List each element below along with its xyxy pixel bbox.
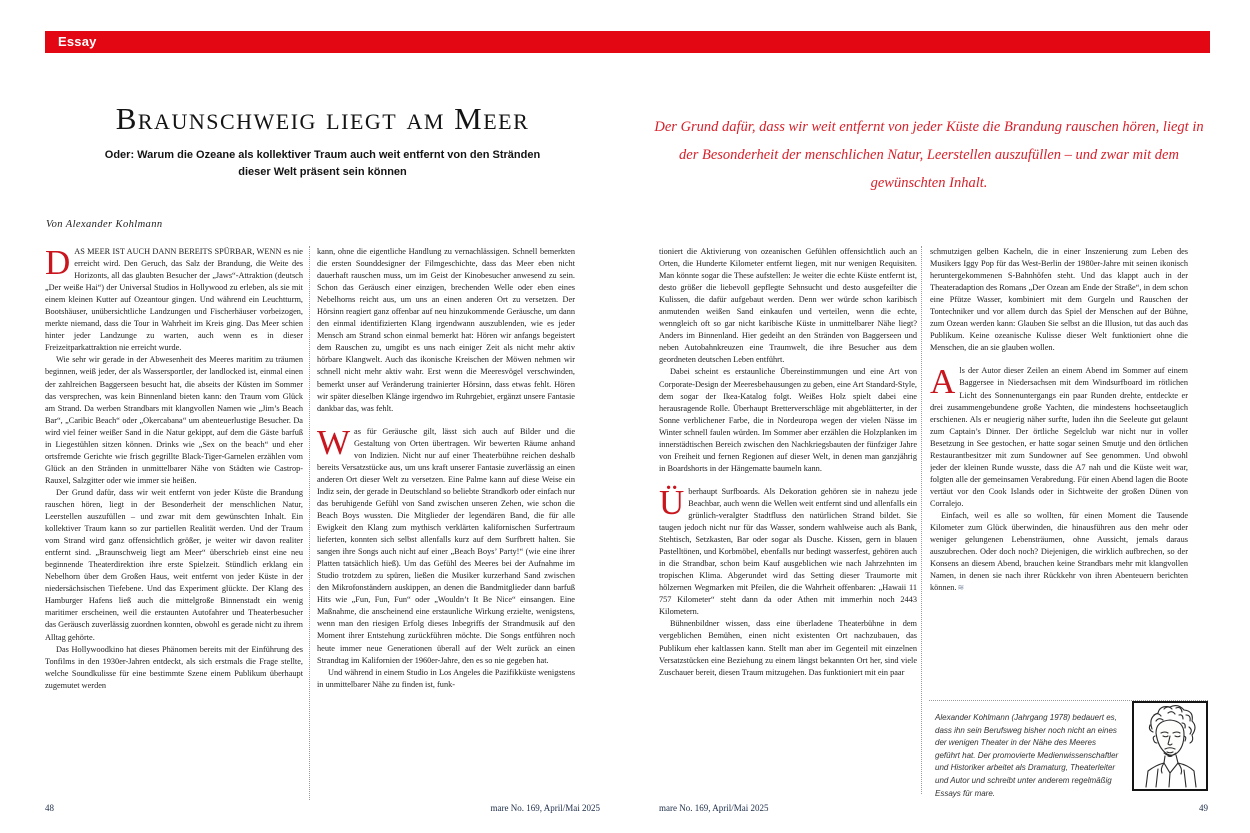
lead-in-caps: AS MEER IST AUCH DANN BEREITS SPÜRBAR, WENN	[74, 247, 284, 256]
drop-cap: A	[930, 362, 956, 402]
article-paragraph: Das Hollywoodkino hat dieses Phänomen bereits mit der Einführung des Tonfilms in den 1930er-Jahren entdeckt, als sich erstmals die Frage stellte, welche Soundkulisse für eine bestimmte Szene einem Publikum überhaupt zugemutet werden	[45, 644, 303, 690]
author-bio: Alexander Kohlmann (Jahrgang 1978) bedauert es, dass ihn sein Berufsweg bisher noch nicht an eines der wenigen Theater in der Nähe des Meeres geführt hat. Der promovierte Medienwissenschaftler und Historiker arbeitet als Dramaturg, Theaterleiter und Autor und schreibt unter anderem regelmäßig Essays für mare.	[935, 713, 1119, 798]
byline: Von Alexander Kohlmann	[46, 219, 163, 230]
article-paragraph: Und während in einem Studio in Los Angeles die Pazifikküste wenigstens in unmittelbarer Nähe zu finden ist, funk-	[317, 667, 575, 689]
article-paragraph: Der Grund dafür, dass wir weit entfernt von jeder Küste die Brandung rauschen hören, liegt in der Besonderheit der menschlichen Natur, Leerstellen auszufüllen – und zwar mit dem gewünschten Inhalt. Ein kollektiver Traum kann so zur partiellen Realität werden. Und der Traum vom Strand wird ganz offensichtlich größer, je weiter wir davon realiter entfernt sind. „Braunschweig liegt am Meer“ überschrieb einst eine neu beginnende Theaterdirektion ihre erste Spielzeit. Stündlich erklang ein Nebelhorn über dem Großen Haus, weit entfernt von jeder Küste in der niedersächsischen Tiefebene. Und das Experiment glückte. Der Klang des Hamburger Hafens ließ auch die mittelgroße Binnenstadt ein wenig maritimer erscheinen, weil die erstaunten Autofahrer und Theaterbesucher das Geräusch zuverlässig zuordnen konnten, obwohl es gerade nicht zu ihrem Alltag gehörte.	[45, 487, 303, 642]
footer-right-page	[659, 803, 1208, 813]
issue-line-right: mare No. 169, April/Mai 2025	[659, 803, 769, 813]
article-column-4	[930, 246, 1188, 698]
page-title: Braunschweig liegt am Meer	[115, 101, 530, 136]
article-paragraph: schmutzigen gelben Kacheln, die in einer Inszenierung zum Leben des Musikers Iggy Pop für das West-Berlin der 1980er-Jahre mit seinen ikonisch heruntergekommenen S-Bahnhöfen steht. Und das klappt auch in der Theateradaption des Romans „Der Ozean am Ende der Straße“, in dem schon eine Pfütze Wasser, kombiniert mit dem Gurgeln und Rauschen der Tontechniker und vor allem durch das Spiel der Menschen auf der Bühne, zum Ozean werden kann: Glauben Sie selbst an die Illusion, tut das auch das Publikum. Keine ozeanische Kulisse dieser Welt funktioniert ohne die Menschen, die an sie glauben wollen.	[930, 247, 1188, 353]
article-paragraph: Was für Geräusche gilt, lässt sich auch auf Bilder und die Gestaltung von Orten übertragen. Wir bewerten Räume anhand von Indizien. Nicht nur auf einer Theaterbühne reichen deshalb bereits Versatzstücke aus, um uns kraft unserer Fantasie zuverlässig an einen anderen Ort dieser Welt zu versetzen. Eine Palme kann auf diese Weise ein Indiz sein, der gerade in Deutschland so beliebte Strandkorb oder einfach nur das beruhigende Gefühl von Sand zwischen unseren Zehen, wie schon die Beach Boys wussten. Die Mitglieder der legendären Band, die für alle Ewigkeit den Klang zum mythisch verklärten kalifornischen Surfertraum lieferten, konnten sich selbst allenfalls kurz auf dem Surfbrett halten. Sie sangen ihre Songs auch nicht auf einer „Beach Boys’ Party!“ (wie eine ihrer Platten tatsächlich hieß). Um das Gefühl des Meeres bei der Aufnahme im Studio trotzdem zu spüren, ließen die Musiker kurzerhand Sand zwischen den Mikrofonständern auskippen, an denen die Bandmitglieder dann barfuß Hits wie „Fun, Fun, Fun“ oder „Wouldn’t It Be Nice“ einsangen. Eine Maßnahme, die anscheinend eine erstaunliche Wirkung erzielte, wenigstens, wenn man den riesigen Erfolg dieses Inbegriffs der Strandmusik auf den Moment ihrer Entstehung zurückführen möchte. Die Songs entführen noch heute immer neue Generationen überall auf der Welt zurück an einen Strandtag im Kalifornien der 1960er-Jahre, den es so nie gegeben hat.	[317, 422, 575, 665]
subtitle	[45, 147, 600, 180]
article-paragraph: Dabei scheint es erstaunliche Übereinstimmungen und eine Art von Corporate-Design der Meeresbehausungen zu geben, eine Art Standard-Style, dem sogar der Ikea-Katalog folgt. Weißes Holz spielt dabei eine herausragende Rolle. Überhaupt Bretterverschläge mit abgeblätterter, in der Sonne verblichener Farbe, die in Nordeuropa wegen der vielen Nässe im Winter schnell faulen würden. Im Sommer aber erzählen die Holzplanken im innerstädtischen Bereich zwischen den Nachkriegsbauten der fünfziger Jahre von Freiheit und fernen Regionen auf dieser Welt, in denen man ganzjährig in Boardshorts in der Hängematte baumeln kann.	[659, 367, 917, 473]
drop-cap: Ü	[659, 482, 685, 522]
kicker-label: Essay	[58, 34, 97, 49]
page-number-right: 49	[1199, 803, 1208, 813]
article-paragraph: DAS MEER IST AUCH DANN BEREITS SPÜRBAR, WENN es nie erreicht wird. Den Geruch, das Salz der Brandung, die Weite des Horizonts, all das glaubten Besucher der „Jaws“-Attraktion (deutsch „Der weiße Hai“) der Universal Studios in Hollywood zu erleben, als sie mit einem kleinen Kutter auf Ozeantour gingen. Und während ein Leuchtturm, Bootshäuser, unübersichtliche Landzungen und Fischerhäuser vorbeizogen, merkte niemand, dass die Tour in Wahrheit im Kreis ging. Das Meer schien hinter jeder Landzunge zu warten, auch wenn es in dieser Freizeitparkattraktion nie erreicht wurde.	[45, 246, 303, 353]
article-column-2	[317, 246, 575, 802]
article-paragraph: kann, ohne die eigentliche Handlung zu vernachlässigen. Schnell bemerkten die ersten Sounddesigner der Filmgeschichte, dass das Meer eben nicht dauerhaft rauschen muss, um im Geist der Kinobesucher anwesend zu sein. Schon das Geräusch einer einzigen, brechenden Welle oder eben eines Nebelhorns reicht aus, um uns an einen anderen Ort zu versetzen. Der Hörsinn reagiert ganz offenbar auf neu hinzukommende Geräusche, um dann den einmal identifizierten Klang irgendwann auszublenden, wie es jeder Mensch am Strand schon einmal bemerkt hat: Hören wir anfangs begeistert dem Rauschen zu, umgibt es uns nach einiger Zeit als nicht mehr aktiv hörbare Klangwelt. Auch das ikonische Kreischen der Möwen nehmen wir schnell nicht mehr aktiv wahr. Erst wenn die Meeresvögel verschwinden, bemerkt unser auf Veränderung trainierter Hörsinn, dass etwas fehlt. Hören wir später dieselben Klänge irgendwo im Ruhrgebiet, ergänzt unsere Fantasie dankbar das, was fehlt.	[317, 247, 575, 413]
drop-cap: D	[45, 246, 71, 282]
article-paragraph: Einfach, weil es alle so wollten, für einen Moment die Tausende Kilometer zum Glück überwinden, die hinausführen aus den mehr oder weniger gelungenen Lebensträumen, ohne Aussicht, jemals daraus auszubrechen. Oder doch noch? Diejenigen, die wirklich aufbrechen, so der Konsens an diesem Abend, brauchen keine Strandbars mehr mit klangvollen Namen, in denen sie nach ihrer Rückkehr von ihren Abenteuern berichten können. ≋	[930, 510, 1188, 593]
article-paragraph: tioniert die Aktivierung von ozeanischen Gefühlen offensichtlich auch an Orten, die Hunderte Kilometer entfernt liegen, mit nur wenigen Requisiten. Man könnte sogar die These aufstellen: Je weiter die echte Küste entfernt ist, desto größer die liebevoll gepflegte Sehnsucht und desto ausgefeilter die Kulissen, die dafür aufgebaut werden. Denn wer würde schon karibisch anmutenden weißen Sand einkaufen und verteilen, wenn die echte, wenngleich oft so gar nicht karibische Küste in unmittelbarer Nähe liegt? Anders im Binnenland. Hier gedeiht an den Stränden von Baggerseen und neben Autobahnkreuzen eine Traumwelt, die ihre Besucher aus dem geordneten deutschen Leben entführt.	[659, 247, 917, 365]
article-paragraph: Überhaupt Surfboards. Als Dekoration gehören sie in nahezu jede Beachbar, auch wenn die Wellen weit entfernt sind und allenfalls ein grünlich-veralgter Stadtfluss den natürlichen Strand bildet. Sie taugen jedoch nicht nur für das Wasser, sondern wahlweise auch als Bank, Stehtisch, Setzkasten, Bar oder sogar als Dusche. Kissen, gern in blauen Pastelltönen, und Korbmöbel, ebenfalls nur bedingt wasserfest, gehören auch in die Strandbar, schon beim Kauf ausgeblichen wie nach Jahrzehnten im tropischen Klima. Abgerundet wird das Setting dieser Traumorte mit hölzernen Wegmarken mit Pfeilen, die die Wahrheit offenbaren: „Hawaii 11 757 Kilometer“ steht dann da oder Athen mit immerhin noch 2443 Kilometern.	[659, 482, 917, 617]
article-paragraph: Als der Autor dieser Zeilen an einem Abend im Sommer auf einem Baggersee in Niedersachsen mit dem Windsurfboard im rötlichen Licht des Sonnenuntergangs ein paar Runden drehte, entdeckte er drei zusammengebundene große Yachten, die mindestens hochseetauglich erschienen. Als er neugierig näher surfte, luden ihn die Seeleute gut gelaunt zum Captain’s Dinner. Der örtliche Segelclub war nicht nur in voller Besetzung in See gestochen, er hatte sogar seinen Smutje und den örtlichen Restaurantbesitzer mit zum Sundowner auf See genommen. Und obwohl jeder der kleinen Runde wusste, dass die A7 nah und die Küste weit war, folgten alle der gemeinsamen Verabredung. Für einen Abend lagen die Boote vertäut vor den Cook Islands oder in Sichtweite der großen Dünen von Corralejo.	[930, 362, 1188, 508]
pull-quote: Der Grund dafür, dass wir weit entfernt von jeder Küste die Brandung rauschen hören, liegt in der Besonderheit der menschlichen Natur, Leerstellen auszufüllen – und zwar mit dem gewünschten Inhalt.	[654, 119, 1204, 191]
essay-kicker-bar	[45, 31, 1210, 53]
issue-line-left: mare No. 169, April/Mai 2025	[490, 803, 600, 813]
author-portrait	[1132, 701, 1208, 791]
column-divider-right-page	[921, 246, 922, 794]
article-column-3	[659, 246, 917, 802]
subtitle-line-1: Oder: Warum die Ozeane als kollektiver Traum auch weit entfernt von den Stränden	[104, 149, 541, 161]
subtitle-line-2: dieser Welt präsent sein können	[238, 165, 407, 178]
page-number-left: 48	[45, 803, 54, 813]
article-column-1	[45, 246, 303, 802]
author-portrait-sketch-icon	[1134, 703, 1206, 789]
end-mark-icon: ≋	[956, 583, 964, 593]
article-paragraph: Wie sehr wir gerade in der Abwesenheit des Meeres maritim zu träumen beginnen, weiß jeder, der als Wassersportler, der landlocked ist, einmal einen der zahlreichen Baggerseen besucht hat, die abseits der Küsten im Sommer das versprechen, was kein Binnenland bieten kann: den Traum vom Glück am Strand. Da werben Strandbars mit klangvollen Namen wie „Jim’s Beach Bar“, „Caribic Beach“ oder „Okercabana“ um abenteuerlustige Besucher. Da wird viel feiner weißer Sand in die Natur gekippt, auf dem die Gäste barfuß in Liegestühlen sitzen können. Drinks wie „Sex on the beach“ und eher ortsfremde Gerichte wie frisch gegrillte Black-Tiger-Garnelen erzählen vom Glück an den Stränden in unmittelbarer Nähe von Städten wie Castrop-Rauxel, Salzgitter oder wie immer sie heißen.	[45, 355, 303, 485]
column-divider-left-page	[309, 246, 310, 800]
footer-left-page	[45, 803, 600, 813]
article-paragraph: Bühnenbildner wissen, dass eine überladene Theaterbühne in dem vergeblichen Bemühen, einen nicht existenten Ort nachzubauen, das Publikum eher kaltlassen kann. Stellt man aber im Gegenteil mit einzelnen Versatzstücken eine Beziehung zu einem längst bekannten Ort her, sind viele Zuschauer bereit, diesen Traum mitzugehen. Das funktioniert mit ein paar	[659, 619, 917, 677]
drop-cap: W	[317, 422, 351, 462]
